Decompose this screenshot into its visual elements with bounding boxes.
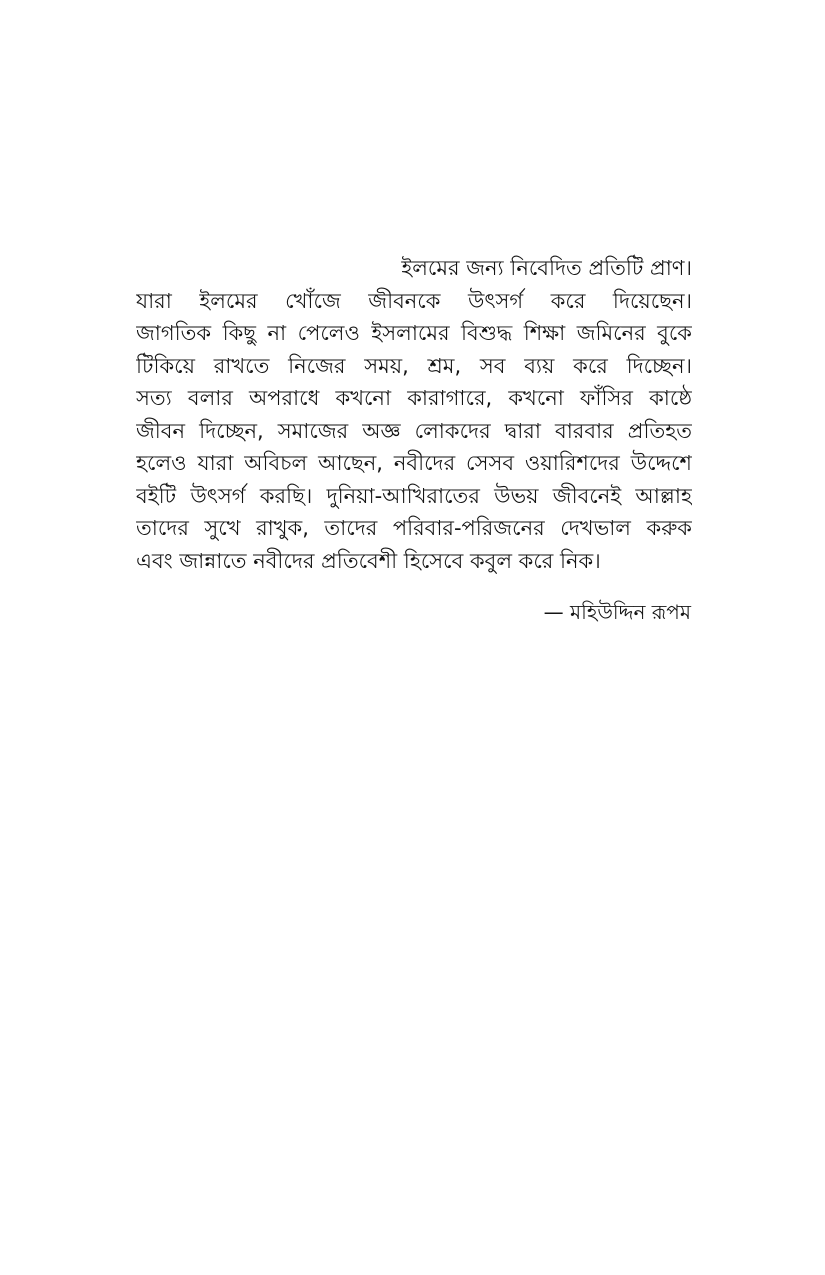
- dedication-line: জীবন দিচ্ছেন, সমাজের অজ্ঞ লোকদের দ্বারা বারবার প্রতিহত: [136, 418, 692, 443]
- dedication-line: এবং জান্নাতে নবীদের প্রতিবেশী হিসেবে কবুল করে নিক।: [136, 548, 601, 573]
- dedication-line: ইলমের জন্য নিবেদিত প্রতিটি প্রাণ।: [401, 256, 692, 280]
- dedication-line: বইটি উৎসর্গ করছি। দুনিয়া-আখিরাতের উভয় জীবনেই আল্লাহ: [136, 483, 692, 508]
- dedication-line: যারা ইলমের খোঁজে জীবনকে উৎসর্গ করে দিয়েছেন।: [136, 288, 692, 313]
- dedication-line: টিকিয়ে রাখতে নিজের সময়, শ্রম, সব ব্যয় করে দিচ্ছেন।: [136, 353, 692, 378]
- author-signature: — মহিউদ্দিন রূপম: [543, 600, 691, 624]
- dedication-line: সত্য বলার অপরাধে কখনো কারাগারে, কখনো ফাঁসির কাষ্ঠে: [136, 386, 692, 410]
- dedication-line: হলেও যারা অবিচল আছেন, নবীদের সেসব ওয়ারিশদের উদ্দেশে: [136, 451, 692, 475]
- dedication-line: তাদের সুখে রাখুক, তাদের পরিবার-পরিজনের দেখভাল করুক: [136, 516, 692, 540]
- dedication-text: [136, 252, 692, 577]
- dedication-line: জাগতিক কিছু না পেলেও ইসলামের বিশুদ্ধ শিক্ষা জমিনের বুকে: [136, 321, 692, 345]
